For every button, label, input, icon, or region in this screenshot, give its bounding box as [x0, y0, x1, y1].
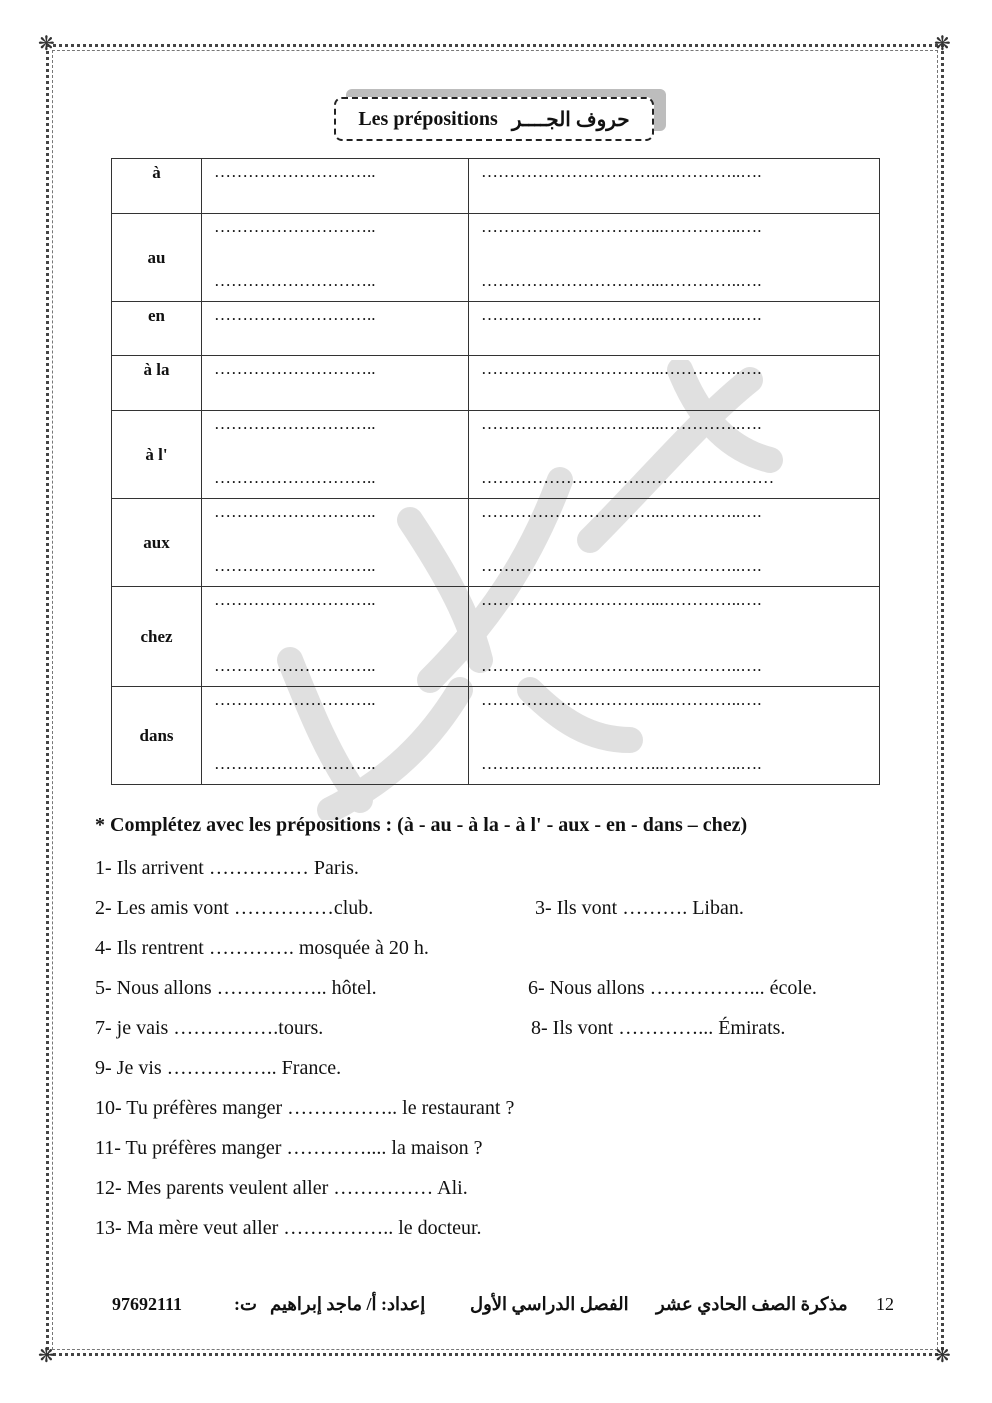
dotted-line: ……………………….. — [214, 690, 376, 709]
dotted-line: ……………………………….…………… — [481, 468, 775, 487]
dotted-line: …………………………...…………..…. — [481, 690, 762, 709]
blank-cell[interactable] — [202, 356, 469, 411]
title-french: Les prépositions — [358, 107, 498, 130]
dotted-line: ……………………….. — [214, 217, 376, 236]
dotted-line: …………………………...…………..…. — [481, 590, 762, 609]
table-row — [112, 159, 880, 214]
prepositions-table — [111, 158, 880, 785]
dotted-line: …………………………...…………..…. — [481, 754, 762, 773]
blank-cell[interactable] — [469, 499, 880, 587]
exercise-item — [95, 854, 895, 894]
dotted-line: …………………………...…………..…. — [481, 162, 762, 181]
corner-ornament-icon: ❋ — [38, 33, 55, 55]
dotted-line: …………………………...…………..…. — [481, 502, 762, 521]
corner-ornament-icon: ❋ — [934, 33, 951, 55]
exercise-item — [95, 1014, 895, 1054]
exercise-sentence: 10- Tu préfères manger …………….. le restaurant ? — [95, 1097, 515, 1119]
preposition-cell: à l' — [112, 411, 202, 499]
blank-cell[interactable] — [202, 499, 469, 587]
dotted-line: ……………………….. — [214, 271, 376, 290]
exercise-sentence: 9- Je vis …………….. France. — [95, 1057, 342, 1079]
dotted-line: ……………………….. — [214, 162, 376, 181]
blank-cell[interactable] — [469, 214, 880, 302]
exercise-item — [95, 1094, 895, 1134]
dotted-line: ……………………….. — [214, 556, 376, 575]
blank-cell[interactable] — [469, 687, 880, 785]
exercise-item — [95, 1134, 895, 1174]
blank-cell[interactable] — [202, 687, 469, 785]
exercise-sentence: 5- Nous allons …………….. hôtel. — [95, 977, 377, 999]
table-row — [112, 302, 880, 356]
preposition-cell: chez — [112, 587, 202, 687]
exercise-item — [95, 934, 895, 974]
blank-cell[interactable] — [202, 159, 469, 214]
dotted-line: ……………………….. — [214, 305, 376, 324]
exercise-item — [95, 974, 895, 1014]
exercise-heading: * Complétez avec les prépositions : (à - au - à la - à l' - aux - en - dans – chez) — [95, 814, 748, 836]
dotted-line: …………………………...…………..…. — [481, 271, 762, 290]
blank-cell[interactable] — [202, 411, 469, 499]
blank-cell[interactable] — [202, 302, 469, 356]
dotted-line: …………………………...…………..…. — [481, 217, 762, 236]
dotted-line: ……………………….. — [214, 468, 376, 487]
exercise-sentence: 6- Nous allons ……………... école. — [528, 977, 817, 999]
title-arabic: حروف الجــــر — [511, 108, 630, 131]
exercise-sentence: 2- Les amis vont ……………club. — [95, 897, 374, 919]
exercise-sentence: 1- Ils arrivent …………… Paris. — [95, 857, 359, 879]
blank-cell[interactable] — [469, 302, 880, 356]
footer-phone-label: ت: — [234, 1294, 257, 1314]
exercise-sentence: 4- Ils rentrent …………. mosquée à 20 h. — [95, 937, 429, 959]
exercise-sentence: 12- Mes parents veulent aller …………… Ali. — [95, 1177, 468, 1199]
exercise-item — [95, 894, 895, 934]
exercise-section — [95, 814, 895, 1254]
dotted-line: ……………………….. — [214, 359, 376, 378]
table-row — [112, 687, 880, 785]
corner-ornament-icon: ❋ — [934, 1345, 951, 1367]
dotted-line: …………………………...…………..…. — [481, 414, 762, 433]
footer-author: إعداد: أ/ ماجد إبراهيم — [270, 1294, 426, 1314]
exercise-sentence: 7- je vais …………….tours. — [95, 1017, 324, 1039]
corner-ornament-icon: ❋ — [38, 1345, 55, 1367]
dotted-line: …………………………...…………..…. — [481, 305, 762, 324]
dotted-line: ……………………….. — [214, 502, 376, 521]
title-box — [334, 97, 660, 143]
table-row — [112, 214, 880, 302]
preposition-cell: en — [112, 302, 202, 356]
dotted-line: …………………………...…………..…. — [481, 556, 762, 575]
blank-cell[interactable] — [202, 214, 469, 302]
page-number: 12 — [876, 1294, 894, 1314]
dotted-line: …………………………...…………..…. — [481, 359, 762, 378]
exercise-item — [95, 1174, 895, 1214]
blank-cell[interactable] — [469, 587, 880, 687]
blank-cell[interactable] — [469, 159, 880, 214]
preposition-cell: dans — [112, 687, 202, 785]
footer — [112, 1294, 902, 1324]
dotted-line: ……………………….. — [214, 656, 376, 675]
table-row — [112, 499, 880, 587]
blank-cell[interactable] — [202, 587, 469, 687]
exercise-sentence: 11- Tu préfères manger ………….... la maison ? — [95, 1137, 483, 1159]
exercise-item — [95, 1054, 895, 1094]
dotted-line: ……………………….. — [214, 414, 376, 433]
dotted-line: ……………………….. — [214, 590, 376, 609]
footer-term: الفصل الدراسي الأول — [470, 1294, 629, 1314]
footer-book: مذكرة الصف الحادي عشر — [656, 1294, 848, 1314]
dotted-line: ……………………….. — [214, 754, 376, 773]
preposition-cell: à — [112, 159, 202, 214]
table-row — [112, 411, 880, 499]
blank-cell[interactable] — [469, 411, 880, 499]
exercise-sentence: 3- Ils vont ………. Liban. — [535, 897, 744, 919]
table-row — [112, 356, 880, 411]
preposition-cell: aux — [112, 499, 202, 587]
exercise-item — [95, 1214, 895, 1254]
preposition-cell: à la — [112, 356, 202, 411]
exercise-sentence: 13- Ma mère veut aller …………….. le docteur. — [95, 1217, 482, 1239]
table-row — [112, 587, 880, 687]
preposition-cell: au — [112, 214, 202, 302]
footer-phone: 97692111 — [112, 1294, 183, 1314]
dotted-line: …………………………...…………..…. — [481, 656, 762, 675]
blank-cell[interactable] — [469, 356, 880, 411]
exercise-sentence: 8- Ils vont …………... Émirats. — [531, 1017, 786, 1039]
